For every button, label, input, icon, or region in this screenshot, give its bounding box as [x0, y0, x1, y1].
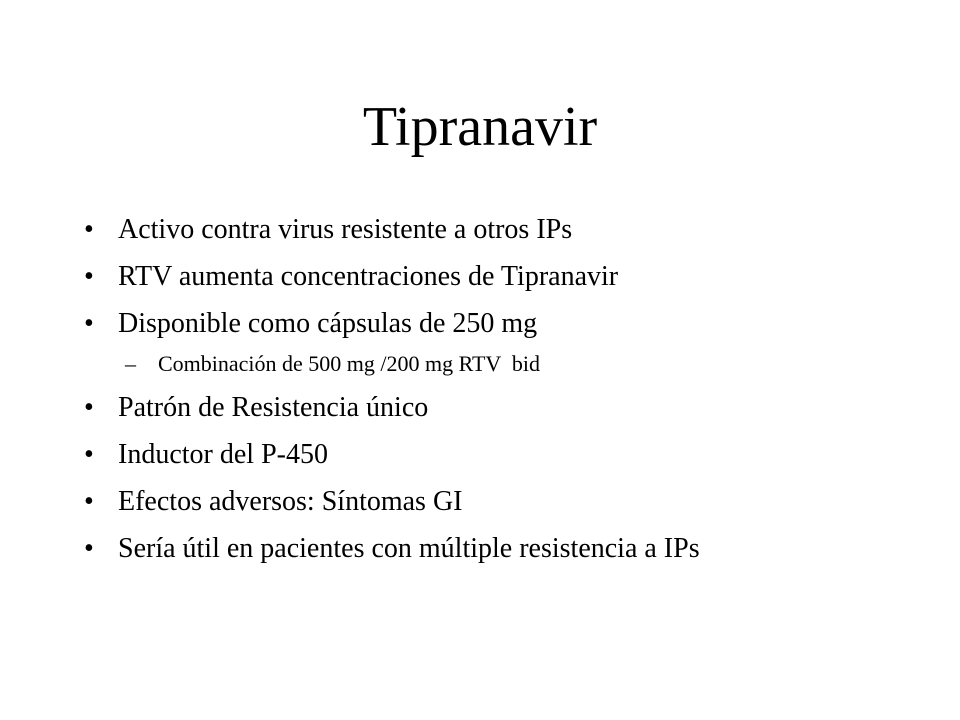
- bullet-marker: •: [84, 261, 94, 292]
- bullet-item: [80, 214, 880, 246]
- bullet-marker: •: [84, 214, 94, 245]
- bullet-text: Efectos adversos: Síntomas GI: [118, 486, 463, 517]
- bullet-item: [80, 533, 838, 565]
- bullet-marker: •: [84, 439, 94, 470]
- bullet-item: [80, 439, 880, 471]
- bullet-text: Activo contra virus resistente a otros IPs: [118, 214, 573, 245]
- bullet-text: RTV aumenta concentraciones de Tipranavir: [118, 261, 619, 292]
- bullet-text: Sería útil en pacientes con múltiple resistencia a IPs: [118, 533, 700, 564]
- sub-bullet-marker: –: [125, 351, 136, 376]
- bullet-marker: •: [84, 392, 94, 423]
- bullet-text: Patrón de Resistencia único: [118, 392, 429, 423]
- bullet-text: Inductor del P-450: [118, 439, 328, 470]
- sub-bullet-item: [80, 351, 880, 377]
- bullet-marker: •: [84, 533, 94, 564]
- bullet-list: [80, 214, 880, 580]
- bullet-marker: •: [84, 486, 94, 517]
- bullet-text: Disponible como cápsulas de 250 mg: [118, 308, 538, 339]
- sub-bullet-text: Combinación de 500 mg /200 mg RTV bid: [158, 351, 541, 376]
- bullet-item: [80, 486, 880, 518]
- bullet-item: [80, 308, 880, 340]
- bullet-marker: •: [84, 308, 94, 339]
- slide-title: Tipranavir: [362, 96, 598, 158]
- bullet-item: [80, 261, 880, 293]
- bullet-item: [80, 392, 880, 424]
